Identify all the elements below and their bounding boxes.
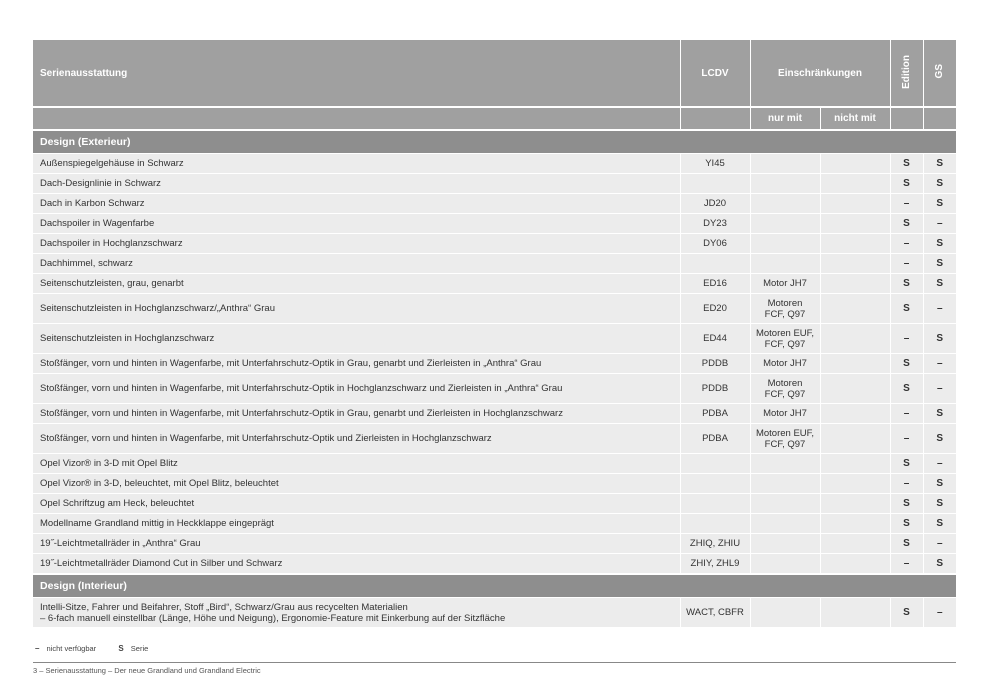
section-title: Design (Interieur)	[33, 574, 956, 598]
lcdv-code-cell: ZHIQ, ZHIU	[680, 534, 750, 554]
table-subheader-row	[33, 107, 956, 130]
edition-availability-cell: –	[890, 324, 923, 354]
subheader-nur-mit: nur mit	[750, 107, 820, 130]
gs-availability-cell: –	[923, 534, 956, 554]
gs-availability-cell: S	[923, 424, 956, 454]
feature-name-cell: Dach-Designlinie in Schwarz	[33, 174, 680, 194]
gs-availability-cell: S	[923, 254, 956, 274]
table-body	[33, 130, 956, 627]
feature-name-cell: Dach in Karbon Schwarz	[33, 194, 680, 214]
feature-name-cell: Opel Schriftzug am Heck, beleuchtet	[33, 494, 680, 514]
header-serienausstattung: Serienausstattung	[33, 40, 680, 107]
edition-availability-cell: S	[890, 454, 923, 474]
feature-name-cell: 19˝-Leichtmetallräder Diamond Cut in Silber und Schwarz	[33, 554, 680, 575]
edition-availability-cell: S	[890, 274, 923, 294]
lcdv-code-cell: ED16	[680, 274, 750, 294]
table-row	[33, 404, 956, 424]
lcdv-code-cell	[680, 254, 750, 274]
feature-name-cell: Dachspoiler in Hochglanzschwarz	[33, 234, 680, 254]
header-einschraenkungen: Einschränkungen	[750, 40, 890, 107]
edition-availability-cell: S	[890, 374, 923, 404]
feature-name-cell: Seitenschutzleisten, grau, genarbt	[33, 274, 680, 294]
table-row	[33, 598, 956, 628]
nicht-mit-cell	[820, 194, 890, 214]
header-edition	[890, 40, 923, 107]
nicht-mit-cell	[820, 404, 890, 424]
table-row	[33, 254, 956, 274]
lcdv-code-cell: PDDB	[680, 374, 750, 404]
nur-mit-cell	[750, 234, 820, 254]
nicht-mit-cell	[820, 274, 890, 294]
nicht-mit-cell	[820, 254, 890, 274]
feature-name-cell: Opel Vizor® in 3-D, beleuchtet, mit Opel Blitz, beleuchtet	[33, 474, 680, 494]
edition-availability-cell: S	[890, 598, 923, 628]
table-row	[33, 274, 956, 294]
nur-mit-cell	[750, 494, 820, 514]
nicht-mit-cell	[820, 354, 890, 374]
header-gs	[923, 40, 956, 107]
lcdv-code-cell	[680, 494, 750, 514]
gs-availability-cell: S	[923, 514, 956, 534]
subheader-blank-edition	[890, 107, 923, 130]
nur-mit-cell	[750, 194, 820, 214]
edition-availability-cell: S	[890, 294, 923, 324]
table-row	[33, 454, 956, 474]
lcdv-code-cell	[680, 474, 750, 494]
section-header-row	[33, 130, 956, 154]
lcdv-code-cell: YI45	[680, 154, 750, 174]
section-title: Design (Exterieur)	[33, 130, 956, 154]
legend	[35, 643, 148, 653]
table-row	[33, 154, 956, 174]
header-edition-label: Edition	[901, 54, 912, 89]
nicht-mit-cell	[820, 534, 890, 554]
subheader-blank-name	[33, 107, 680, 130]
edition-availability-cell: –	[890, 404, 923, 424]
nur-mit-cell	[750, 254, 820, 274]
table-row	[33, 324, 956, 354]
edition-availability-cell: S	[890, 214, 923, 234]
nicht-mit-cell	[820, 494, 890, 514]
feature-name-cell: Stoßfänger, vorn und hinten in Wagenfarbe, mit Unterfahrschutz-Optik in Grau, genarbt und Zierleisten in Hochglanzschwarz	[33, 404, 680, 424]
feature-name-cell: Stoßfänger, vorn und hinten in Wagenfarbe, mit Unterfahrschutz-Optik in Hochglanzschwarz und Zierleisten in „Anthra“ Grau	[33, 374, 680, 404]
gs-availability-cell: –	[923, 294, 956, 324]
nicht-mit-cell	[820, 294, 890, 324]
edition-availability-cell: –	[890, 474, 923, 494]
equipment-table	[33, 40, 956, 627]
feature-name-cell: Stoßfänger, vorn und hinten in Wagenfarbe, mit Unterfahrschutz-Optik und Zierleisten in Hochglanzschwarz	[33, 424, 680, 454]
nur-mit-cell	[750, 154, 820, 174]
lcdv-code-cell: DY06	[680, 234, 750, 254]
nur-mit-cell	[750, 174, 820, 194]
gs-availability-cell: –	[923, 354, 956, 374]
nicht-mit-cell	[820, 234, 890, 254]
gs-availability-cell: –	[923, 454, 956, 474]
subheader-blank-gs	[923, 107, 956, 130]
feature-name-cell: Dachhimmel, schwarz	[33, 254, 680, 274]
legend-s-symbol: S	[118, 643, 124, 653]
nur-mit-cell	[750, 514, 820, 534]
edition-availability-cell: –	[890, 194, 923, 214]
edition-availability-cell: S	[890, 514, 923, 534]
feature-name-cell: Stoßfänger, vorn und hinten in Wagenfarbe, mit Unterfahrschutz-Optik in Grau, genarbt und Zierleisten in „Anthra“ Grau	[33, 354, 680, 374]
nicht-mit-cell	[820, 554, 890, 575]
table-row	[33, 194, 956, 214]
lcdv-code-cell: ED44	[680, 324, 750, 354]
header-lcdv: LCDV	[680, 40, 750, 107]
lcdv-code-cell	[680, 174, 750, 194]
nur-mit-cell: Motoren EUF, FCF, Q97	[750, 324, 820, 354]
table-row	[33, 494, 956, 514]
nur-mit-cell: Motor JH7	[750, 354, 820, 374]
table-row	[33, 234, 956, 254]
lcdv-code-cell: PDDB	[680, 354, 750, 374]
lcdv-code-cell: PDBA	[680, 404, 750, 424]
table-row	[33, 554, 956, 575]
footer-divider	[33, 662, 956, 663]
header-gs-label: GS	[934, 64, 946, 79]
feature-name-cell: Außenspiegelgehäuse in Schwarz	[33, 154, 680, 174]
feature-name-cell: Dachspoiler in Wagenfarbe	[33, 214, 680, 234]
lcdv-code-cell: ZHIY, ZHL9	[680, 554, 750, 575]
table-row	[33, 534, 956, 554]
gs-availability-cell: S	[923, 174, 956, 194]
nicht-mit-cell	[820, 454, 890, 474]
gs-availability-cell: S	[923, 474, 956, 494]
gs-availability-cell: –	[923, 598, 956, 628]
edition-availability-cell: S	[890, 534, 923, 554]
nicht-mit-cell	[820, 424, 890, 454]
gs-availability-cell: S	[923, 234, 956, 254]
gs-availability-cell: S	[923, 324, 956, 354]
nur-mit-cell: Motoren EUF, FCF, Q97	[750, 424, 820, 454]
subheader-blank-lcdv	[680, 107, 750, 130]
feature-name-cell: Seitenschutzleisten in Hochglanzschwarz/„Anthra“ Grau	[33, 294, 680, 324]
section-header-row	[33, 574, 956, 598]
lcdv-code-cell: DY23	[680, 214, 750, 234]
nur-mit-cell: Motoren FCF, Q97	[750, 374, 820, 404]
table-row	[33, 424, 956, 454]
edition-availability-cell: S	[890, 494, 923, 514]
table-header-row	[33, 40, 956, 107]
legend-s-label: Serie	[130, 643, 149, 653]
table-row	[33, 354, 956, 374]
nur-mit-cell	[750, 214, 820, 234]
feature-name-cell: Opel Vizor® in 3-D mit Opel Blitz	[33, 454, 680, 474]
nur-mit-cell: Motor JH7	[750, 404, 820, 424]
gs-availability-cell: S	[923, 494, 956, 514]
nicht-mit-cell	[820, 514, 890, 534]
nicht-mit-cell	[820, 214, 890, 234]
gs-availability-cell: S	[923, 154, 956, 174]
feature-name-cell: Seitenschutzleisten in Hochglanzschwarz	[33, 324, 680, 354]
nicht-mit-cell	[820, 154, 890, 174]
nur-mit-cell: Motoren FCF, Q97	[750, 294, 820, 324]
table-row	[33, 174, 956, 194]
edition-availability-cell: –	[890, 254, 923, 274]
lcdv-code-cell: WACT, CBFR	[680, 598, 750, 628]
edition-availability-cell: –	[890, 234, 923, 254]
feature-name-cell: 19˝-Leichtmetallräder in „Anthra“ Grau	[33, 534, 680, 554]
lcdv-code-cell: ED20	[680, 294, 750, 324]
gs-availability-cell: S	[923, 554, 956, 575]
feature-name-cell: Intelli-Sitze, Fahrer und Beifahrer, Stoff „Bird“, Schwarz/Grau aus recycelten Materialien – 6-fach manuell einstellbar (Länge, Höhe und Neigung), Ergonomie-Feature mit Einkerbung auf der Sitzfläche	[33, 598, 680, 628]
page-footer: 3 – Serienausstattung – Der neue Grandland und Grandland Electric	[33, 666, 261, 675]
gs-availability-cell: –	[923, 214, 956, 234]
nur-mit-cell	[750, 474, 820, 494]
nicht-mit-cell	[820, 598, 890, 628]
nicht-mit-cell	[820, 174, 890, 194]
nicht-mit-cell	[820, 474, 890, 494]
edition-availability-cell: S	[890, 154, 923, 174]
nur-mit-cell	[750, 534, 820, 554]
edition-availability-cell: S	[890, 174, 923, 194]
nur-mit-cell	[750, 598, 820, 628]
lcdv-code-cell: PDBA	[680, 424, 750, 454]
edition-availability-cell: –	[890, 424, 923, 454]
gs-availability-cell: S	[923, 404, 956, 424]
edition-availability-cell: –	[890, 554, 923, 575]
nicht-mit-cell	[820, 374, 890, 404]
nur-mit-cell: Motor JH7	[750, 274, 820, 294]
nur-mit-cell	[750, 454, 820, 474]
gs-availability-cell: S	[923, 274, 956, 294]
lcdv-code-cell	[680, 454, 750, 474]
table-row	[33, 514, 956, 534]
nicht-mit-cell	[820, 324, 890, 354]
legend-dash-symbol: –	[35, 643, 40, 653]
edition-availability-cell: S	[890, 354, 923, 374]
table-row	[33, 474, 956, 494]
table-row	[33, 294, 956, 324]
legend-dash-label: nicht verfügbar	[46, 643, 97, 653]
subheader-nicht-mit: nicht mit	[820, 107, 890, 130]
equipment-table-container	[33, 40, 956, 627]
gs-availability-cell: S	[923, 194, 956, 214]
gs-availability-cell: –	[923, 374, 956, 404]
table-row	[33, 214, 956, 234]
table-row	[33, 374, 956, 404]
lcdv-code-cell: JD20	[680, 194, 750, 214]
nur-mit-cell	[750, 554, 820, 575]
feature-name-cell: Modellname Grandland mittig in Heckklappe eingeprägt	[33, 514, 680, 534]
lcdv-code-cell	[680, 514, 750, 534]
